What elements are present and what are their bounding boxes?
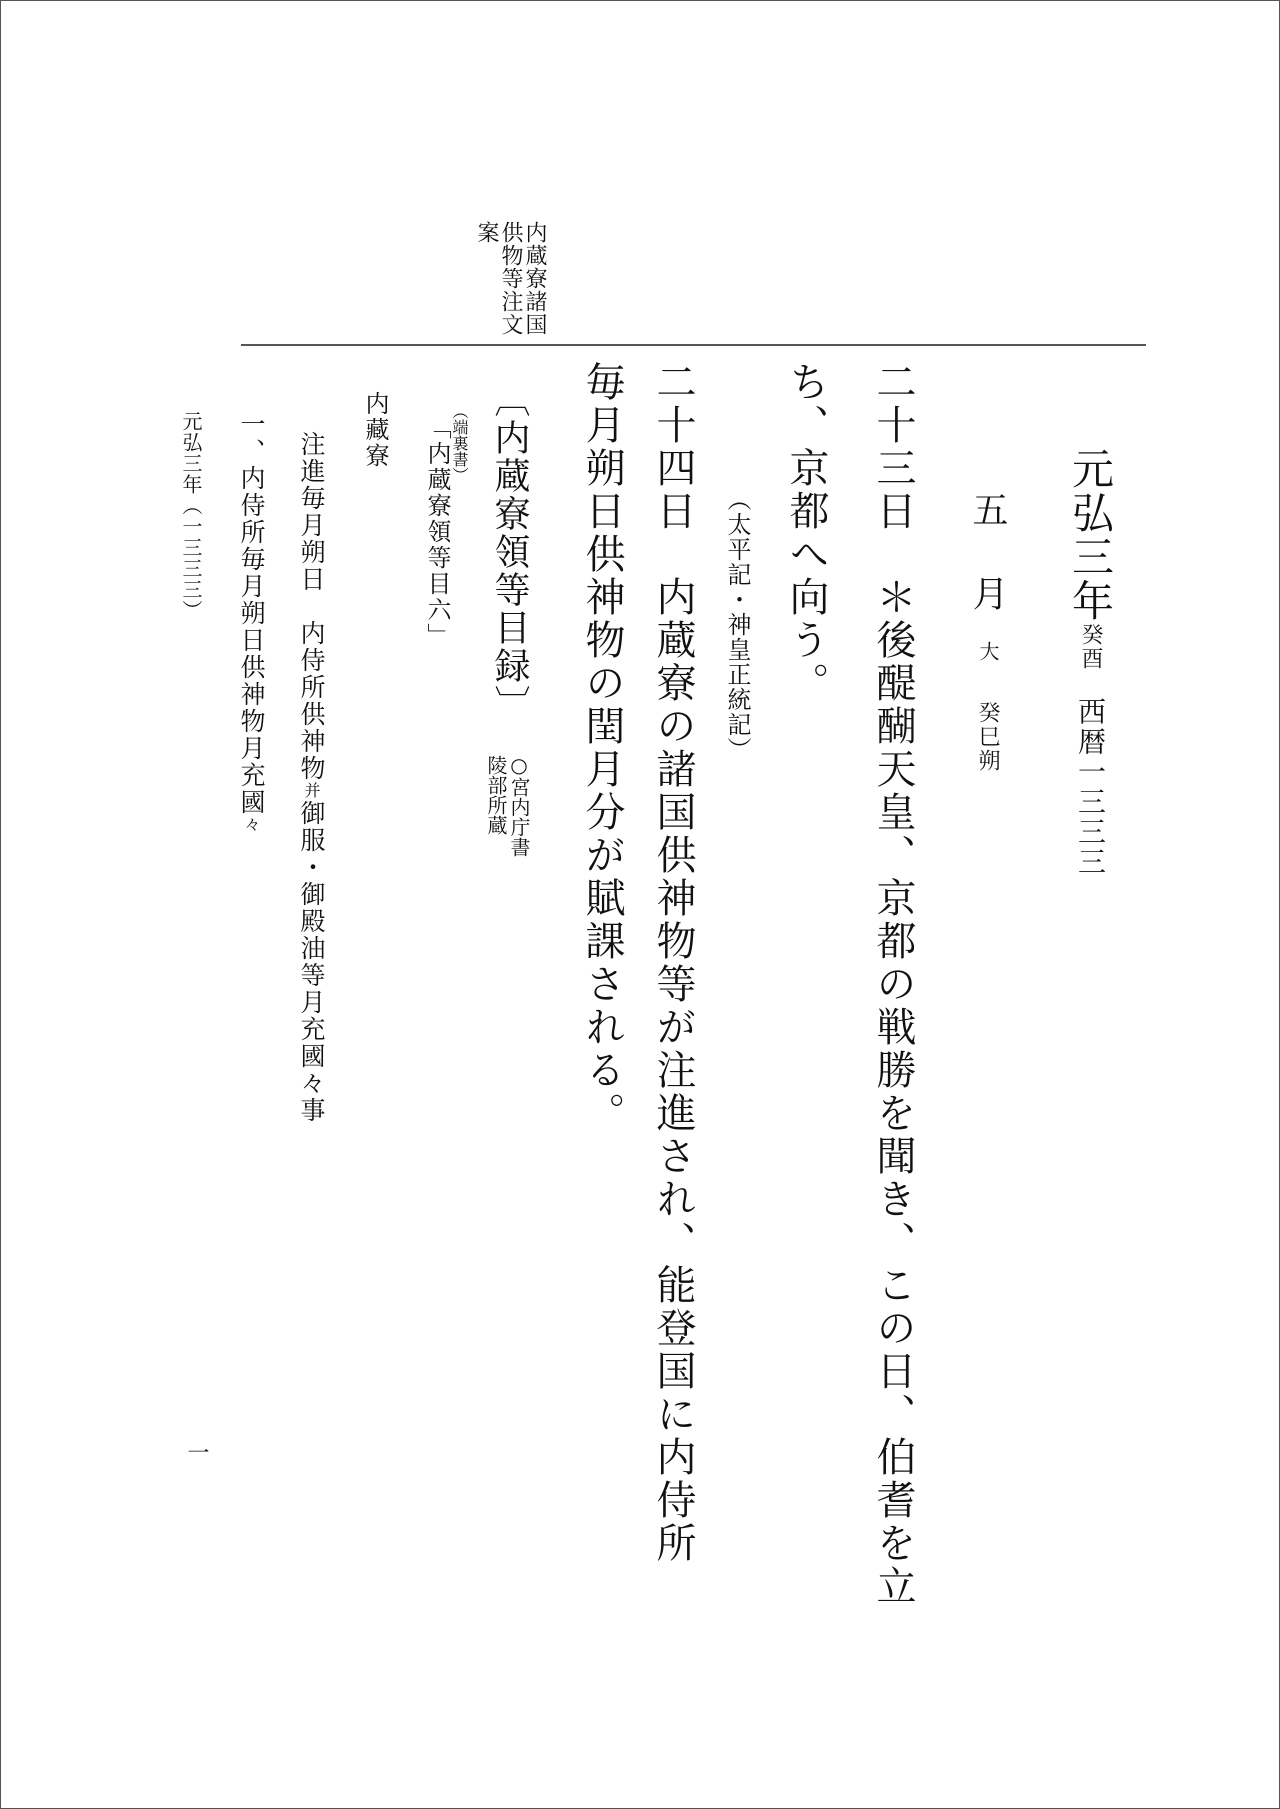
document-line2 <box>239 411 264 834</box>
document-title: 〔内蔵寮領等目録〕 <box>489 381 530 723</box>
year-heading <box>1066 447 1115 877</box>
endorsement-text: 「内蔵寮領等目六」 <box>423 415 451 649</box>
document-line1-small: 并 <box>302 782 321 800</box>
header-note-col2: 供物等注文 <box>498 221 523 336</box>
endorsement-label: （端裏書） <box>450 403 469 483</box>
year-western: 西暦一三三三 <box>1074 697 1107 877</box>
year-zodiac: 癸酉 <box>1078 623 1103 671</box>
entry-day24-line2: 毎月朔日供神物の閏月分が賦課される。 <box>579 361 625 1135</box>
month-size: 大 <box>976 641 1000 661</box>
year-main: 元弘三年 <box>1066 447 1115 623</box>
document-line2-small: 々 <box>242 816 261 834</box>
month-day-sign: 癸巳朔 <box>975 701 1000 773</box>
entry-day23-line2: ち、京都へ向う。 <box>783 361 829 705</box>
entry-day23-line1: 二十三日 ＊後醍醐天皇、京都の戦勝を聞き、この日、伯耆を立 <box>870 361 916 1608</box>
document-holder-line1: ○宮内庁書 <box>507 753 531 857</box>
month-main: 五 月 <box>967 491 1008 617</box>
page-number: 一 <box>184 1441 209 1463</box>
entry-day23-source: （太平記・神皇正統記） <box>723 487 751 762</box>
header-note-col3: 案 <box>474 221 499 243</box>
header-rule <box>241 344 1146 346</box>
document-line1 <box>299 431 324 1124</box>
document-office: 内藏寮 <box>361 391 389 469</box>
header-note-col1: 内蔵寮諸国 <box>522 221 547 336</box>
document-holder-line2: 陵部所蔵 <box>484 755 508 835</box>
document-line1-text: 注進毎月朔日 内侍所供神物 <box>297 431 326 782</box>
document-line1-rest: 御服・御殿油等月充國々事 <box>297 800 326 1124</box>
running-head: 元弘三年（一三三三） <box>179 411 203 621</box>
entry-day24-line1: 二十四日 内蔵寮の諸国供神物等が注進され、能登国に内侍所 <box>650 361 696 1565</box>
month-heading <box>967 491 1008 617</box>
document-line2-text: 一、内侍所毎月朔日供神物月充國 <box>237 411 266 816</box>
